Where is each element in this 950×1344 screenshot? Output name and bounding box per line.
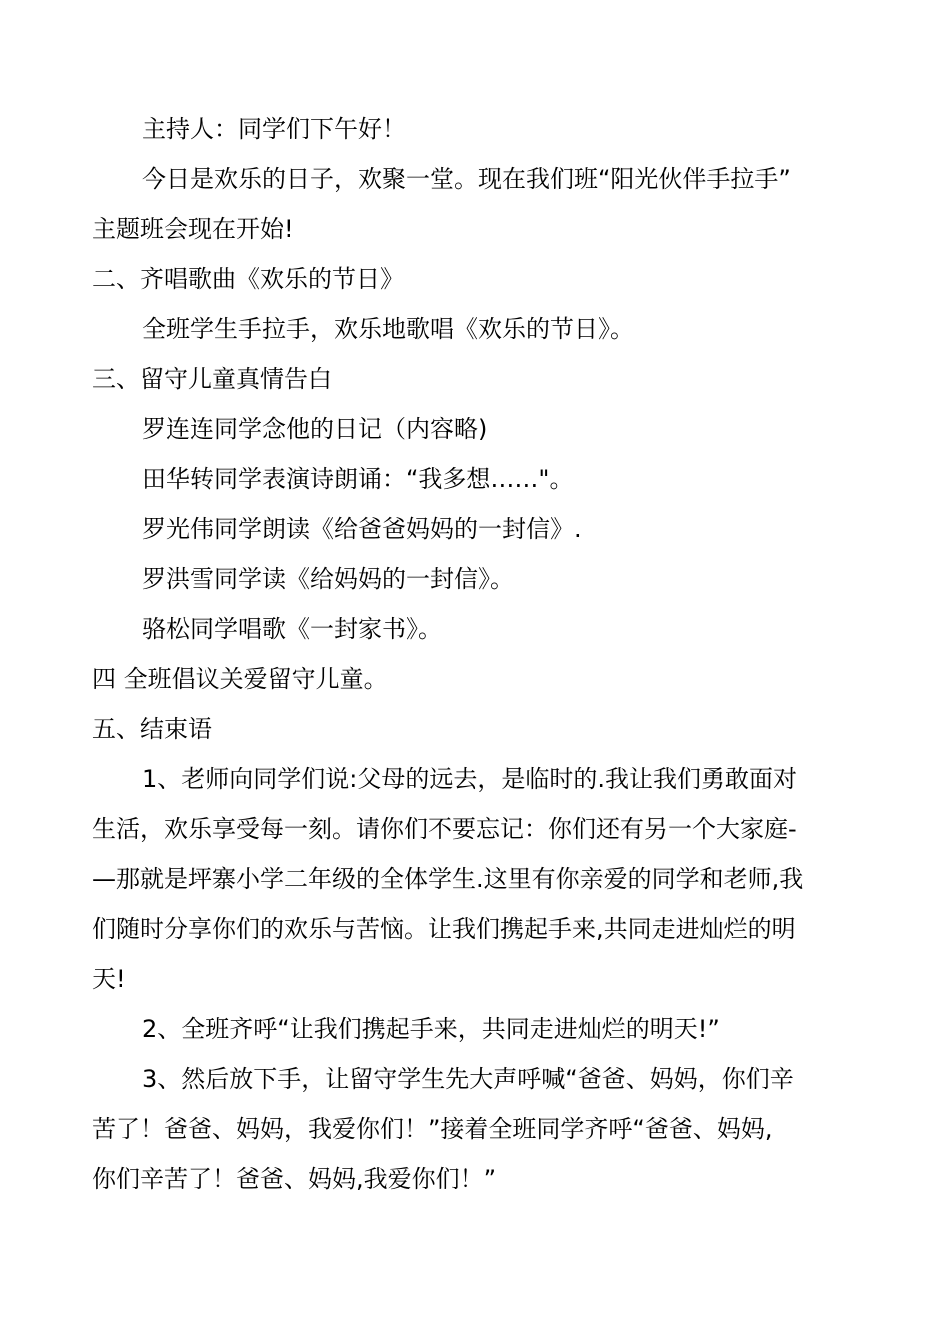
closing-paragraph-1-line: —那就是坪寨小学二年级的全体学生.这里有你亲爱的同学和老师,我 [92, 865, 804, 893]
section-heading-5: 五、结束语 [92, 715, 212, 743]
closing-paragraph-1-line: 生活，欢乐享受每一刻。请你们不要忘记：你们还有另一个大家庭- [92, 815, 797, 843]
program-item: 田华转同学表演诗朗诵：“我多想……"。 [142, 465, 574, 493]
closing-paragraph-1-line: 天! [92, 965, 126, 993]
document-body [92, 104, 862, 1204]
section-heading-4: 四 全班倡议关爱留守儿童。 [92, 665, 388, 693]
section-heading-2: 二、齐唱歌曲《欢乐的节日》 [92, 265, 404, 293]
host-greeting: 主持人：同学们下午好！ [142, 115, 406, 143]
program-item: 罗光伟同学朗读《给爸爸妈妈的一封信》. [142, 515, 582, 543]
section-heading-3: 三、留守儿童真情告白 [92, 365, 332, 393]
closing-paragraph-2: 2、全班齐呼“让我们携起手来，共同走进灿烂的明天!” [142, 1015, 720, 1043]
opening-line: 今日是欢乐的日子，欢聚一堂。现在我们班“阳光伙伴手拉手” [142, 165, 791, 193]
program-item: 罗洪雪同学读《给妈妈的一封信》。 [142, 565, 514, 593]
closing-paragraph-3-line: 苦了！爸爸、妈妈，我爱你们！”接着全班同学齐呼“爸爸、妈妈, [92, 1115, 773, 1143]
closing-paragraph-3-line: 你们辛苦了！爸爸、妈妈,我爱你们！” [92, 1165, 497, 1193]
closing-paragraph-1-line: 们随时分享你们的欢乐与苦恼。让我们携起手来,共同走进灿烂的明 [92, 915, 796, 943]
closing-paragraph-1-line: 1、老师向同学们说:父母的远去，是临时的.我让我们勇敢面对 [142, 765, 797, 793]
section-2-text: 全班学生手拉手，欢乐地歌唱《欢乐的节日》。 [142, 315, 634, 343]
closing-paragraph-3-line: 3、然后放下手，让留守学生先大声呼喊“爸爸、妈妈，你们辛 [142, 1065, 794, 1093]
program-item: 骆松同学唱歌《一封家书》。 [142, 615, 442, 643]
opening-line-continued: 主题班会现在开始! [92, 215, 294, 243]
program-item: 罗连连同学念他的日记（内容略) [142, 415, 488, 443]
